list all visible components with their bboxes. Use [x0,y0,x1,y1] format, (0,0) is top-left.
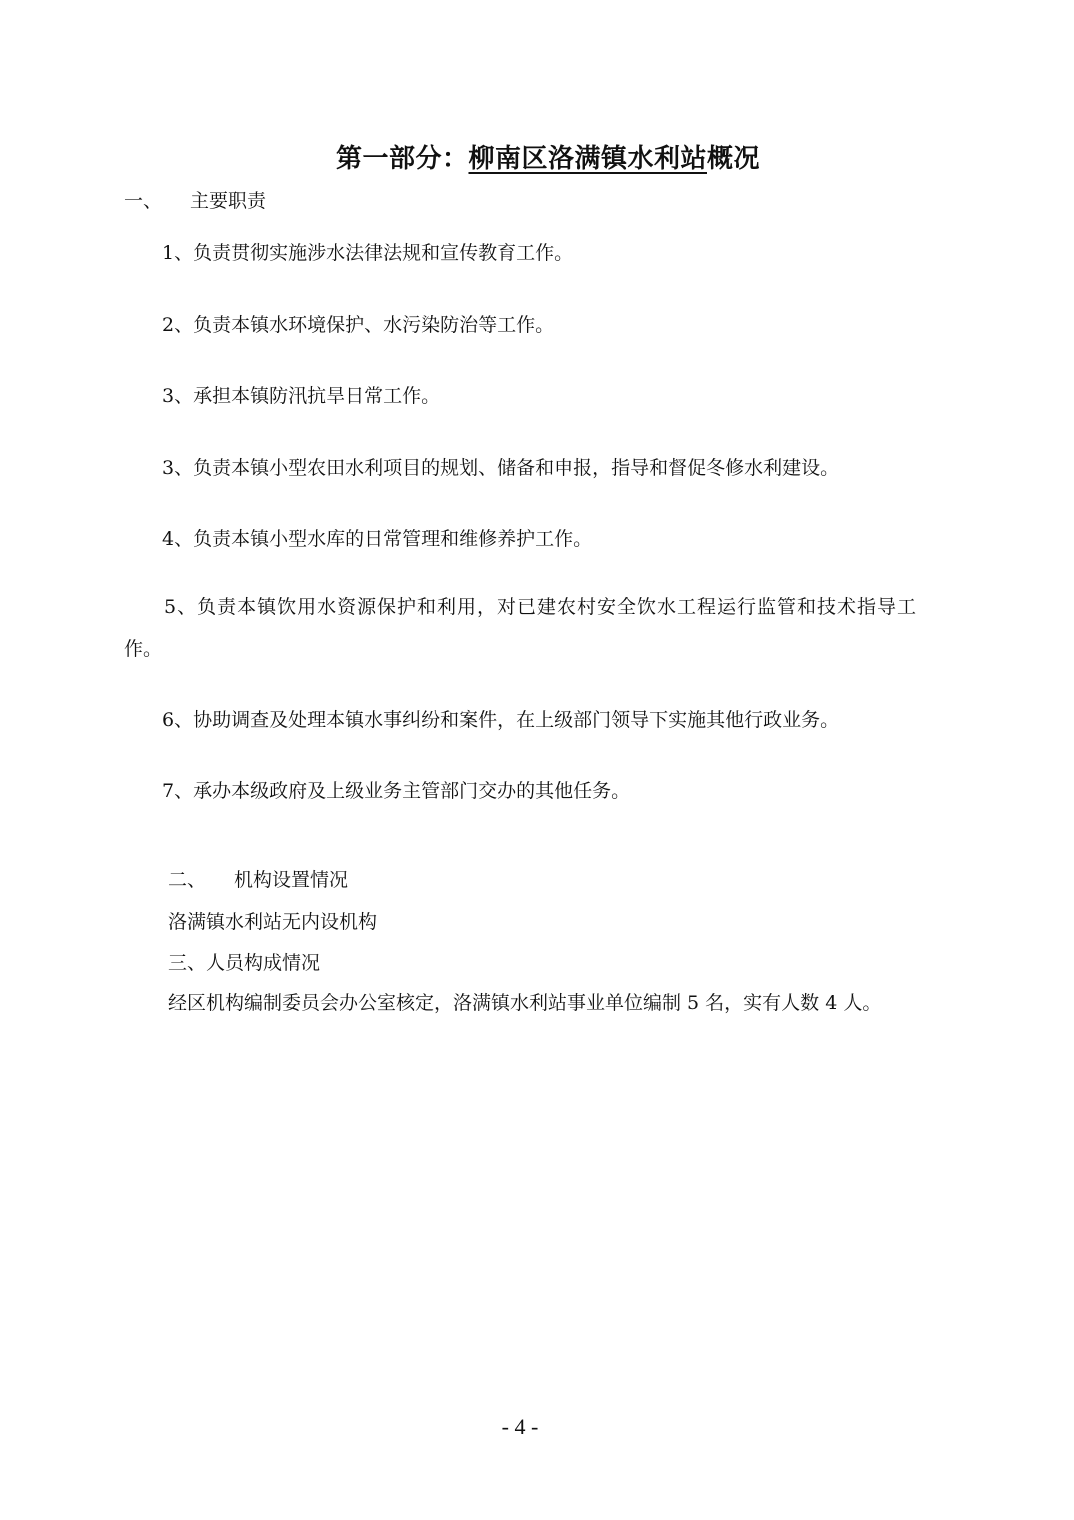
duty-item: 5、负责本镇饮用水资源保护和利用，对已建农村安全饮水工程运行监管和技术指导工作。 [124,596,916,660]
duty-item: 2、负责本镇水环境保护、水污染防治等工作。 [162,314,555,336]
section-3-body: 经区机构编制委员会办公室核定，洛满镇水利站事业单位编制 5 名，实有人数 4 人。 [168,992,882,1014]
section-1-number: 一、 [124,190,163,212]
section-3-heading: 三、人员构成情况 [168,952,321,974]
duty-item: 3、负责本镇小型农田水利项目的规划、储备和申报，指导和督促冬修水利建设。 [162,457,840,479]
duty-item: 3、承担本镇防汛抗旱日常工作。 [162,385,441,407]
section-2-number: 二、 [168,869,207,891]
title-underlined: 柳南区洛满镇水利站 [468,144,707,174]
page-number: - 4 - [501,1414,539,1439]
section-1-title: 主要职责 [190,190,267,212]
title-prefix: 第一部分： [335,144,469,174]
title-suffix: 概况 [707,144,761,174]
duty-item: 4、负责本镇小型水库的日常管理和维修养护工作。 [162,528,593,550]
duty-item: 1、负责贯彻实施涉水法律法规和宣传教育工作。 [162,242,574,264]
page-title [0,138,1074,175]
duty-item: 6、协助调查及处理本镇水事纠纷和案件，在上级部门领导下实施其他行政业务。 [162,709,840,731]
section-2-heading [168,867,348,893]
section-1-heading [124,188,266,214]
section-2-title: 机构设置情况 [234,869,349,891]
section-2-body: 洛满镇水利站无内设机构 [168,911,378,933]
duty-item: 7、承办本级政府及上级业务主管部门交办的其他任务。 [162,780,631,802]
